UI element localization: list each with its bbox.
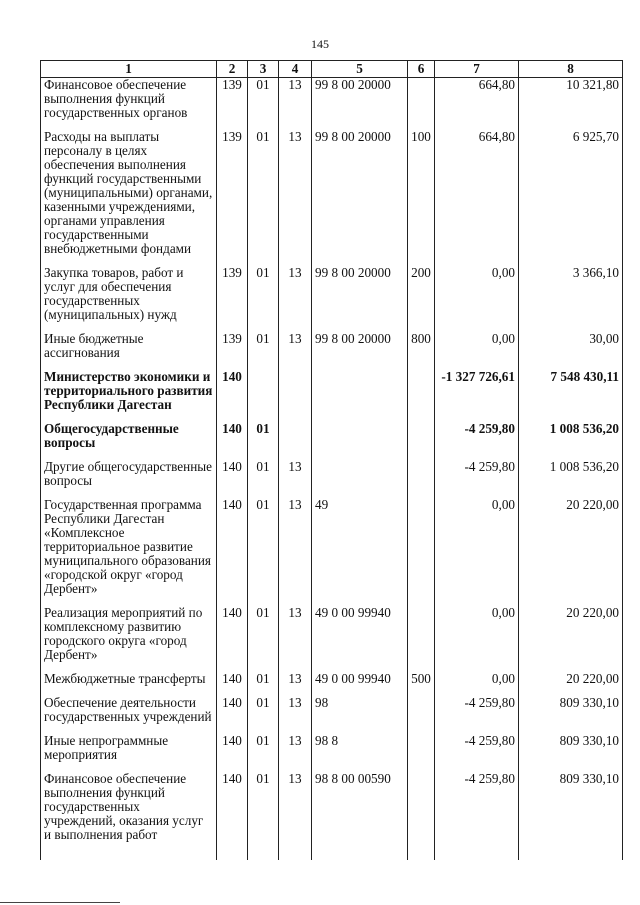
section-code-cell: 01: [248, 460, 279, 498]
expense-type-cell: [408, 498, 435, 606]
table-row: [41, 422, 623, 460]
admin-code-cell: 140: [217, 734, 248, 772]
column-header: 6: [408, 61, 435, 78]
target-article-cell: [312, 370, 408, 422]
column-header: 2: [217, 61, 248, 78]
row-name-cell: Финансовое обеспечение выполнения функций государственных учреждений, оказания услуг и выполнения работ: [41, 772, 217, 860]
admin-code-cell: 140: [217, 606, 248, 672]
row-name-cell: Иные бюджетные ассигнования: [41, 332, 217, 370]
table-row: [41, 734, 623, 772]
table-row: [41, 460, 623, 498]
section-code-cell: [248, 370, 279, 422]
budget-table: [40, 60, 623, 860]
admin-code-cell: 140: [217, 498, 248, 606]
target-article-cell: 98 8: [312, 734, 408, 772]
admin-code-cell: 140: [217, 772, 248, 860]
amount-change-cell: -4 259,80: [435, 696, 519, 734]
expense-type-cell: 100: [408, 130, 435, 266]
amount-change-cell: 0,00: [435, 672, 519, 696]
section-code-cell: 01: [248, 498, 279, 606]
section-code-cell: 01: [248, 266, 279, 332]
target-article-cell: 99 8 00 20000: [312, 78, 408, 131]
admin-code-cell: 139: [217, 130, 248, 266]
target-article-cell: 99 8 00 20000: [312, 266, 408, 332]
row-name-cell: Межбюджетные трансферты: [41, 672, 217, 696]
row-name-cell: Общегосударственные вопросы: [41, 422, 217, 460]
subsection-code-cell: 13: [279, 460, 312, 498]
amount-change-cell: 664,80: [435, 130, 519, 266]
subsection-code-cell: 13: [279, 130, 312, 266]
amount-total-cell: 30,00: [519, 332, 623, 370]
expense-type-cell: [408, 422, 435, 460]
row-name-cell: Иные непрограммные мероприятия: [41, 734, 217, 772]
column-header: 7: [435, 61, 519, 78]
amount-total-cell: 6 925,70: [519, 130, 623, 266]
section-code-cell: 01: [248, 332, 279, 370]
amount-change-cell: -4 259,80: [435, 734, 519, 772]
table-row: [41, 672, 623, 696]
table-row: [41, 78, 623, 131]
subsection-code-cell: 13: [279, 78, 312, 131]
section-code-cell: 01: [248, 696, 279, 734]
table-row: [41, 266, 623, 332]
subsection-code-cell: 13: [279, 606, 312, 672]
amount-total-cell: 809 330,10: [519, 772, 623, 860]
amount-change-cell: -4 259,80: [435, 772, 519, 860]
target-article-cell: 49: [312, 498, 408, 606]
column-header: 5: [312, 61, 408, 78]
admin-code-cell: 139: [217, 78, 248, 131]
subsection-code-cell: 13: [279, 672, 312, 696]
target-article-cell: 99 8 00 20000: [312, 332, 408, 370]
table-row: [41, 498, 623, 606]
table-row: [41, 130, 623, 266]
amount-total-cell: 20 220,00: [519, 672, 623, 696]
amount-total-cell: 10 321,80: [519, 78, 623, 131]
table-header-row: [41, 61, 623, 78]
column-header: 3: [248, 61, 279, 78]
target-article-cell: 98: [312, 696, 408, 734]
admin-code-cell: 140: [217, 696, 248, 734]
amount-total-cell: 809 330,10: [519, 734, 623, 772]
amount-total-cell: 1 008 536,20: [519, 460, 623, 498]
expense-type-cell: [408, 734, 435, 772]
subsection-code-cell: [279, 370, 312, 422]
row-name-cell: Государственная программа Республики Дагестан «Комплексное территориальное развитие муниципального образования «городской округ «город Дербент»: [41, 498, 217, 606]
admin-code-cell: 140: [217, 460, 248, 498]
table-row: [41, 370, 623, 422]
amount-total-cell: 3 366,10: [519, 266, 623, 332]
expense-type-cell: [408, 460, 435, 498]
subsection-code-cell: 13: [279, 498, 312, 606]
footer-rule: [0, 902, 120, 903]
row-name-cell: Закупка товаров, работ и услуг для обеспечения государственных (муниципальных) нужд: [41, 266, 217, 332]
amount-change-cell: -4 259,80: [435, 460, 519, 498]
target-article-cell: 99 8 00 20000: [312, 130, 408, 266]
amount-total-cell: 20 220,00: [519, 498, 623, 606]
subsection-code-cell: 13: [279, 734, 312, 772]
amount-total-cell: 1 008 536,20: [519, 422, 623, 460]
row-name-cell: Расходы на выплаты персоналу в целях обеспечения выполнения функций государственными (муниципальными) органами, казенными учреждениями, органами управления государственными внебюджетными фондами: [41, 130, 217, 266]
target-article-cell: 98 8 00 00590: [312, 772, 408, 860]
amount-change-cell: 0,00: [435, 498, 519, 606]
admin-code-cell: 140: [217, 422, 248, 460]
row-name-cell: Финансовое обеспечение выполнения функций государственных органов: [41, 78, 217, 131]
table-row: [41, 696, 623, 734]
amount-change-cell: -1 327 726,61: [435, 370, 519, 422]
section-code-cell: 01: [248, 422, 279, 460]
section-code-cell: 01: [248, 78, 279, 131]
subsection-code-cell: [279, 422, 312, 460]
row-name-cell: Министерство экономики и территориального развития Республики Дагестан: [41, 370, 217, 422]
section-code-cell: 01: [248, 772, 279, 860]
section-code-cell: 01: [248, 672, 279, 696]
admin-code-cell: 140: [217, 370, 248, 422]
amount-total-cell: 20 220,00: [519, 606, 623, 672]
admin-code-cell: 139: [217, 266, 248, 332]
amount-change-cell: 0,00: [435, 266, 519, 332]
expense-type-cell: [408, 370, 435, 422]
page-number: 145: [311, 37, 329, 51]
expense-type-cell: 200: [408, 266, 435, 332]
row-name-cell: Реализация мероприятий по комплексному развитию городского округа «город Дербент»: [41, 606, 217, 672]
target-article-cell: 49 0 00 99940: [312, 672, 408, 696]
section-code-cell: 01: [248, 734, 279, 772]
admin-code-cell: 140: [217, 672, 248, 696]
subsection-code-cell: 13: [279, 772, 312, 860]
section-code-cell: 01: [248, 606, 279, 672]
table-row: [41, 606, 623, 672]
expense-type-cell: [408, 772, 435, 860]
column-header: 4: [279, 61, 312, 78]
target-article-cell: [312, 460, 408, 498]
target-article-cell: 49 0 00 99940: [312, 606, 408, 672]
column-header: 8: [519, 61, 623, 78]
table-row: [41, 332, 623, 370]
amount-total-cell: 7 548 430,11: [519, 370, 623, 422]
table-row: [41, 772, 623, 860]
column-header: 1: [41, 61, 217, 78]
expense-type-cell: [408, 696, 435, 734]
admin-code-cell: 139: [217, 332, 248, 370]
expense-type-cell: 800: [408, 332, 435, 370]
subsection-code-cell: 13: [279, 332, 312, 370]
section-code-cell: 01: [248, 130, 279, 266]
amount-change-cell: 664,80: [435, 78, 519, 131]
row-name-cell: Другие общегосударственные вопросы: [41, 460, 217, 498]
amount-change-cell: 0,00: [435, 606, 519, 672]
amount-total-cell: 809 330,10: [519, 696, 623, 734]
amount-change-cell: -4 259,80: [435, 422, 519, 460]
amount-change-cell: 0,00: [435, 332, 519, 370]
subsection-code-cell: 13: [279, 266, 312, 332]
expense-type-cell: [408, 606, 435, 672]
target-article-cell: [312, 422, 408, 460]
row-name-cell: Обеспечение деятельности государственных учреждений: [41, 696, 217, 734]
subsection-code-cell: 13: [279, 696, 312, 734]
expense-type-cell: [408, 78, 435, 131]
expense-type-cell: 500: [408, 672, 435, 696]
